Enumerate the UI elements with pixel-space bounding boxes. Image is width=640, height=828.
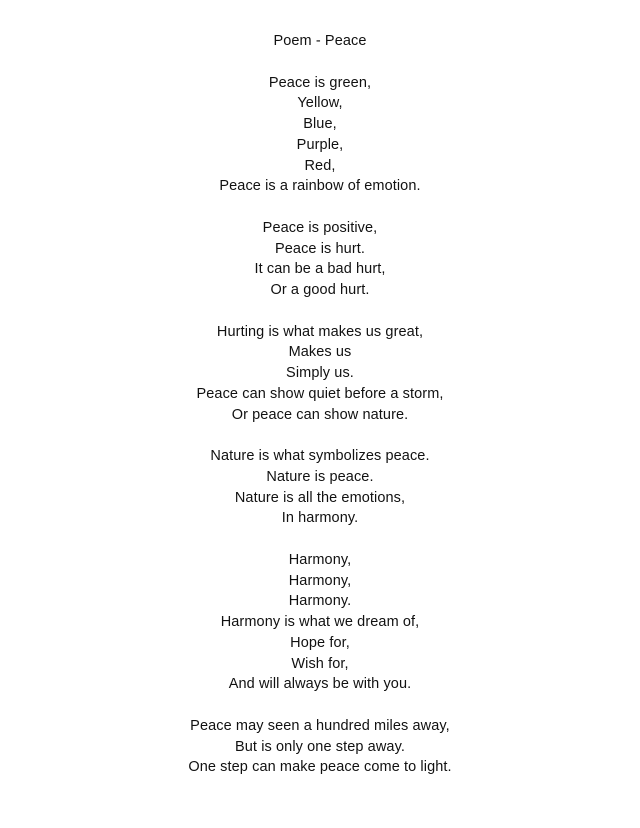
poem-line: Peace is positive,	[262, 219, 378, 236]
stanza-6	[0, 716, 640, 778]
stanza-gap	[0, 197, 640, 218]
poem-line: Hope for,	[290, 634, 350, 651]
poem-line: Peace is a rainbow of emotion.	[219, 178, 421, 195]
stanza-gap	[0, 529, 640, 550]
poem-line: Blue,	[303, 116, 337, 132]
poem	[0, 31, 640, 778]
poem-line: Peace may seen a hundred miles away,	[190, 717, 450, 734]
poem-line: Harmony is what we dream of,	[220, 614, 420, 630]
poem-line: Or peace can show nature.	[231, 406, 409, 423]
poem-line: Simply us.	[286, 365, 354, 381]
poem-line: In harmony.	[281, 510, 359, 527]
stanza-4	[0, 446, 640, 529]
poem-line: Nature is peace.	[266, 468, 374, 485]
stanza-3	[0, 322, 640, 426]
poem-line: One step can make peace come to light.	[188, 759, 452, 776]
stanza-5	[0, 550, 640, 695]
stanza-gap	[0, 52, 640, 73]
poem-line: Peace is hurt.	[274, 240, 366, 257]
poem-line: Red,	[304, 157, 336, 174]
poem-line: Makes us	[288, 344, 352, 361]
poem-line: Hurting is what makes us great,	[216, 323, 424, 340]
poem-line: But is only one step away.	[235, 738, 405, 755]
poem-line: Yellow,	[297, 95, 343, 112]
poem-line: Nature is what symbolizes peace.	[210, 448, 430, 464]
poem-line: It can be a bad hurt,	[254, 261, 386, 278]
stanza-gap	[0, 301, 640, 322]
poem-title: Poem - Peace	[273, 33, 367, 49]
poem-line: Wish for,	[291, 655, 349, 672]
poem-line: Peace is green,	[268, 74, 372, 91]
stanza-gap	[0, 425, 640, 446]
stanza-2	[0, 218, 640, 301]
poem-line: Harmony,	[288, 551, 352, 568]
poem-line: Harmony,	[288, 572, 352, 589]
poem-line: Peace can show quiet before a storm,	[196, 385, 444, 402]
poem-line: Purple,	[296, 136, 344, 153]
stanza-gap	[0, 695, 640, 716]
poem-line: Or a good hurt.	[270, 282, 370, 298]
poem-line: Harmony.	[288, 593, 352, 610]
poem-line: Nature is all the emotions,	[234, 489, 406, 506]
stanza-1	[0, 73, 640, 198]
poem-line: And will always be with you.	[228, 676, 412, 693]
